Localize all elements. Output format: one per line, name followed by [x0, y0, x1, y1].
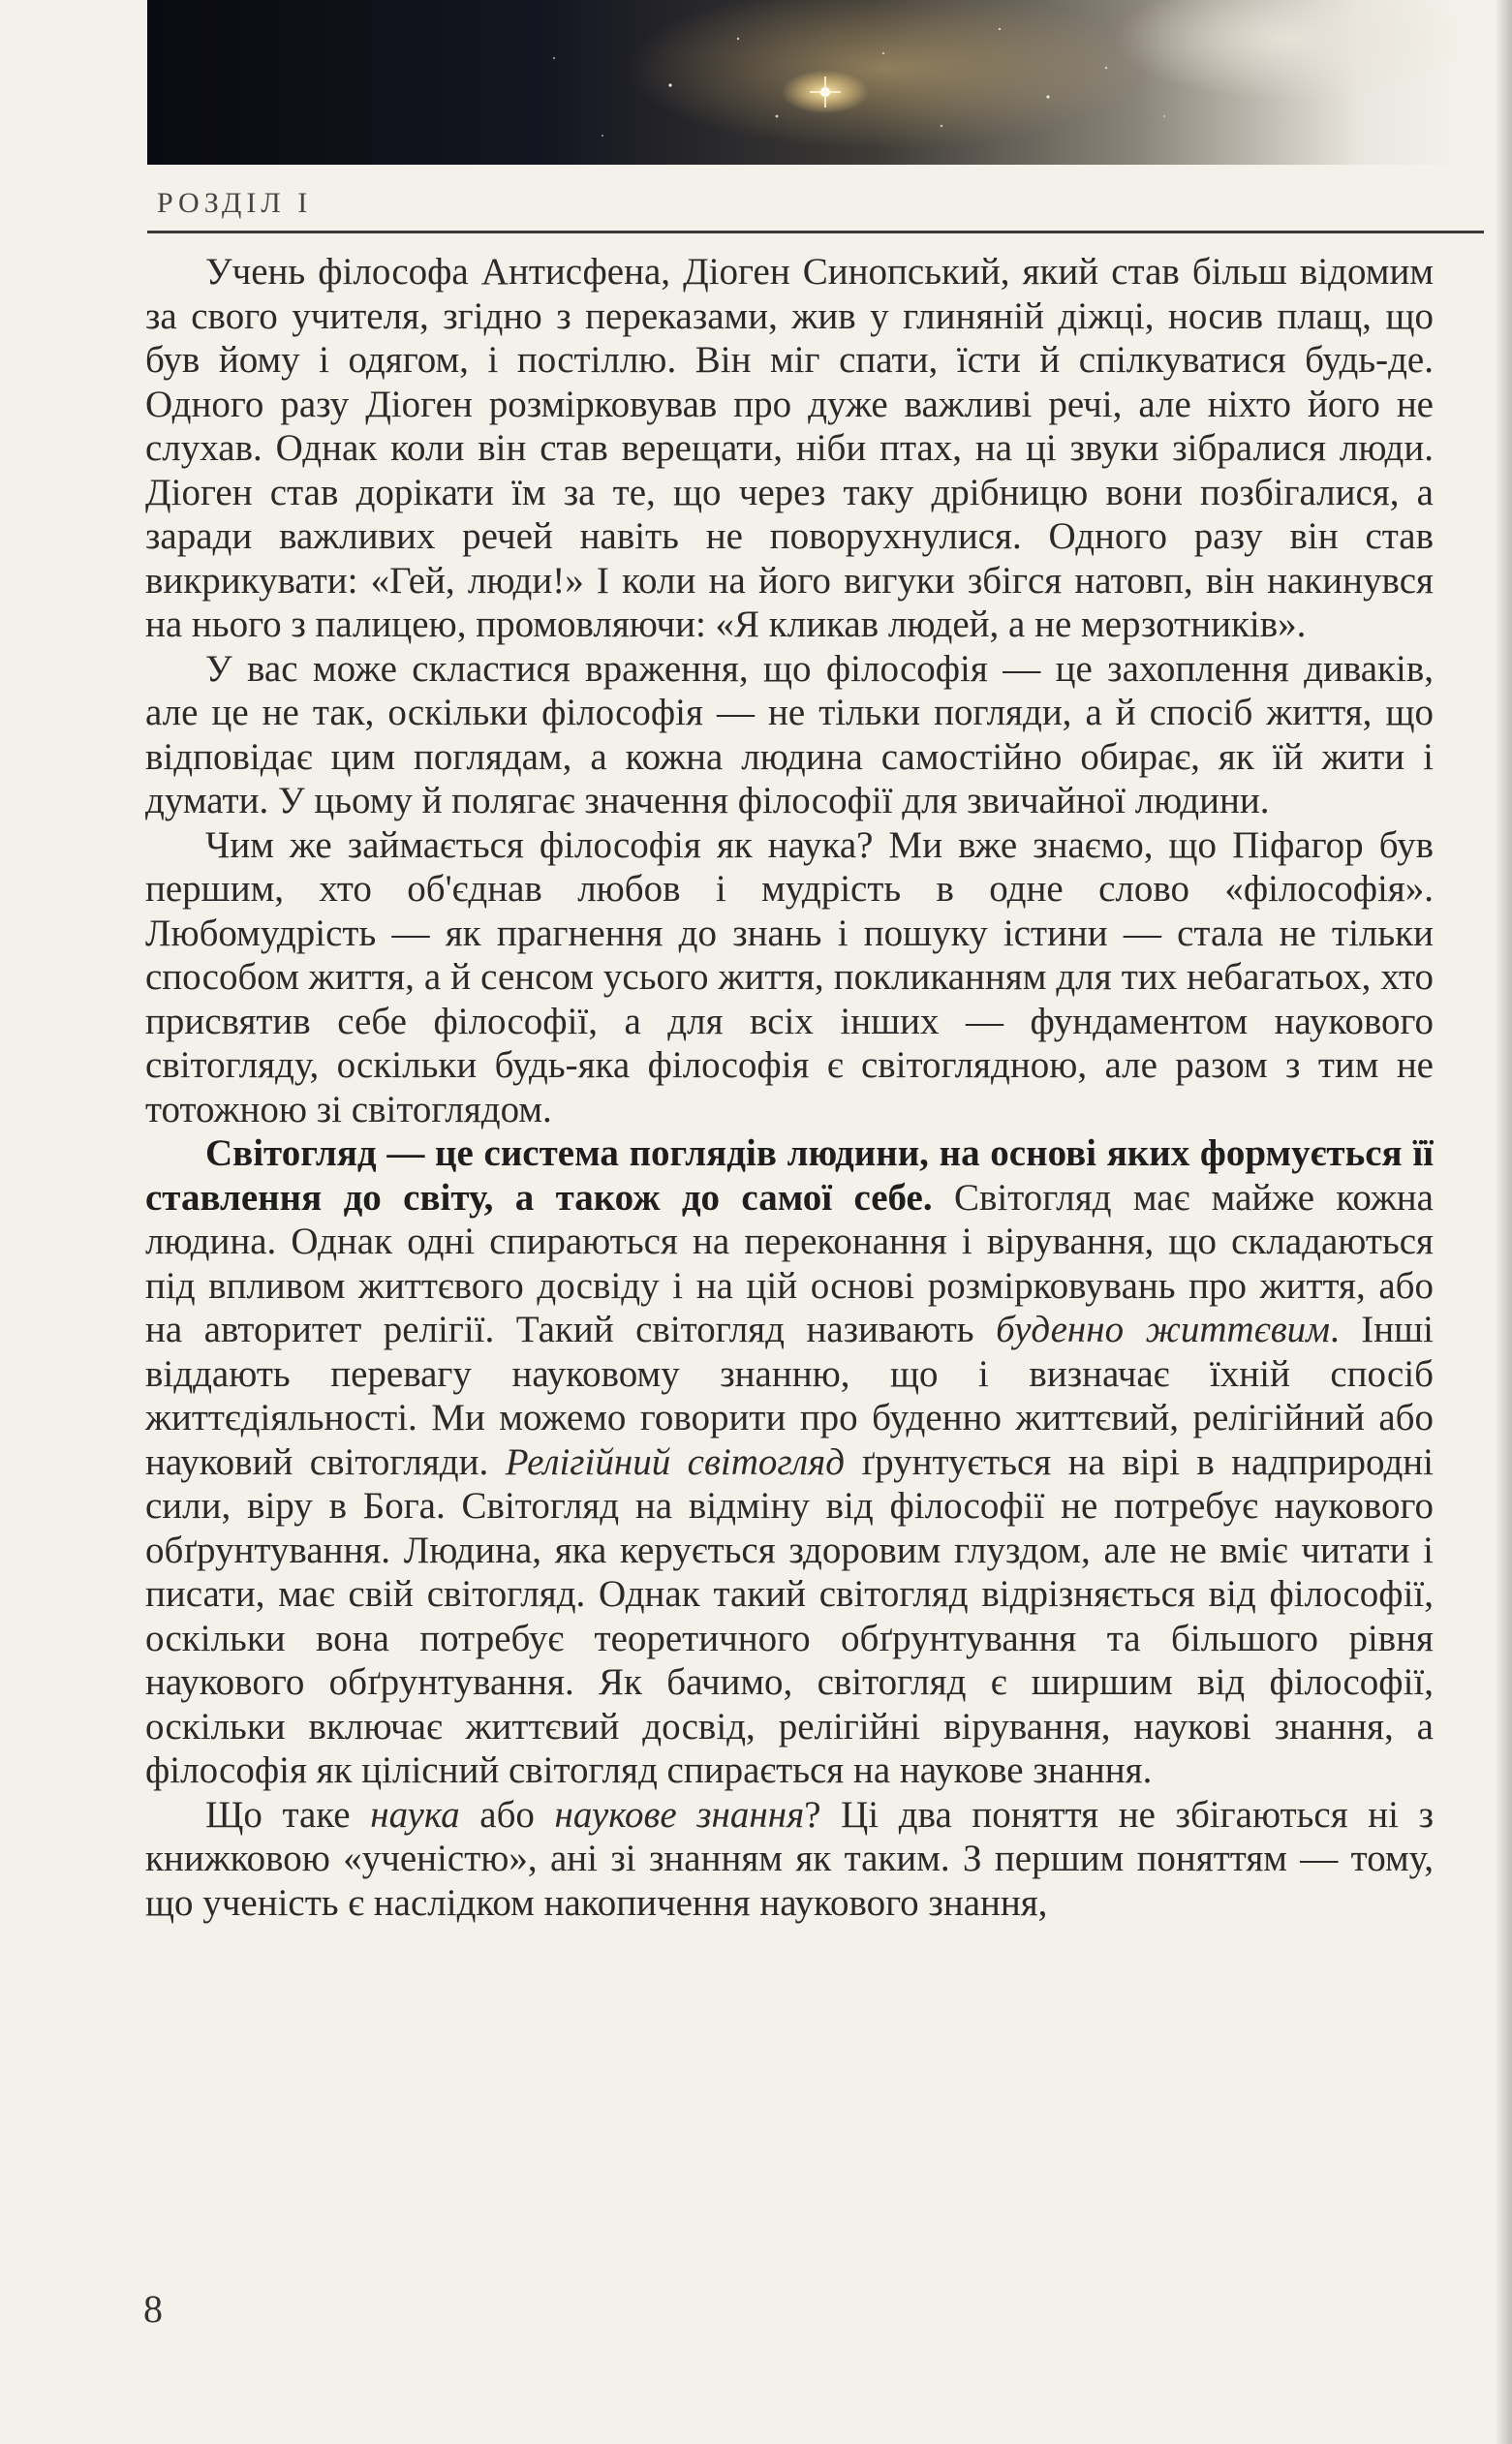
paragraph — [145, 1793, 1434, 1926]
text-run: ґрунтується на вірі в надприродні сили, віру в Бога. Світогляд на відміну від філософії не потребує наукового обґрунтування. Людина, яка керується здоровим глуздом, але не вміє читати і писати, має свій світогляд. Однак такий світогляд відрізняється від філософії, оскільки вона потребує теоретичного обґрунтування та більшого рівня наукового обґрунтування. Як бачимо, світогляд є ширшим від філософії, оскільки включає життєвий досвід, релігійні вірування, наукові знання, а філософія як цілісний світогляд спирається на наукове знання. — [145, 1440, 1434, 1791]
paragraph — [145, 823, 1434, 1132]
page-edge-shadow — [1495, 0, 1512, 2444]
italic-term: наукове знання — [554, 1793, 805, 1836]
text-run: Учень філософа Антисфена, Діоген Синопський, який став більш відомим за свого учителя, згідно з переказами, жив у глиняній діжці, носив плащ, що був йому і одягом, і постіллю. Він міг спати, їсти й спілкуватися будь-де. Одного разу Діоген розмірковував про дуже важливі речі, але ніхто його не слухав. Однак коли він став верещати, ніби птах, на ці звуки зібралися люди. Діоген став дорікати їм за те, що через таку дрібницю вони позбігалися, а заради важливих речей навіть не поворухнулися. Одного разу він став викрикувати: «Гей, люди!» І коли на його вигуки збігся натовп, він накинувся на нього з палицею, промовляючи: «Я кликав людей, а не мерзотників». — [145, 251, 1434, 645]
italic-term: буденно життєвим — [996, 1309, 1331, 1350]
header-divider — [147, 231, 1484, 233]
page-number: 8 — [143, 2287, 163, 2331]
section-label: РОЗДІЛ І — [157, 187, 313, 219]
text-run: Що таке — [205, 1793, 371, 1836]
italic-term: Релігійний світогляд — [505, 1440, 845, 1483]
text-run: . Інші віддають перевагу науковому знанню, що і визначає їхній спосіб життєдіяльності. Ми можемо говорити про буденно життєвий, релігійний або науковий світогляди. — [145, 1309, 1434, 1483]
italic-term: наука — [370, 1793, 460, 1836]
galaxy-header-image — [147, 0, 1466, 165]
paragraph — [145, 647, 1434, 823]
text-run: Чим же займається філософія як наука? Ми вже знаємо, що Піфагор був першим, хто об'єднав любов і мудрість в одне слово «філософія». Любомудрість — як прагнення до знань і пошуку істини — стала не тільки способом життя, а й сенсом усього життя, покликанням для тих небагатьох, хто присвятив себе філософії, а для всіх інших — фундаментом наукового світогляду, оскільки будь-яка філософія є світоглядною, але разом з тим не тотожною зі світоглядом. — [145, 823, 1434, 1130]
text-run: або — [459, 1793, 555, 1836]
body-text — [145, 250, 1434, 1925]
starfield-graphic — [147, 0, 1466, 165]
text-run: ? Ці два поняття не збігаються ні з книжковою «ученістю», ані зі знанням як таким. З першим поняттям — тому, що ученість є наслідком накопичення наукового знання, — [145, 1793, 1434, 1924]
text-run: Світогляд має майже кожна людина. Однак одні спираються на переконання і вірування, що складаються під впливом життєвого досвіду і на цій основі розмірковувань про життя, або на авторитет релігії. Такий світогляд називають — [145, 1176, 1434, 1350]
text-run: У вас може скластися враження, що філософія — це захоплення диваків, але це не так, оскільки філософія — не тільки погляди, а й спосіб життя, що відповідає цим поглядам, а кожна людина самостійно обирає, як їй жити і думати. У цьому й полягає значення філософії для звичайної людини. — [145, 647, 1434, 821]
paragraph — [145, 250, 1434, 647]
paragraph — [145, 1131, 1434, 1793]
bold-definition: Світогляд — це система поглядів людини, на основі яких формується її ставлення до світу, а також до самої себе. — [145, 1132, 1434, 1219]
